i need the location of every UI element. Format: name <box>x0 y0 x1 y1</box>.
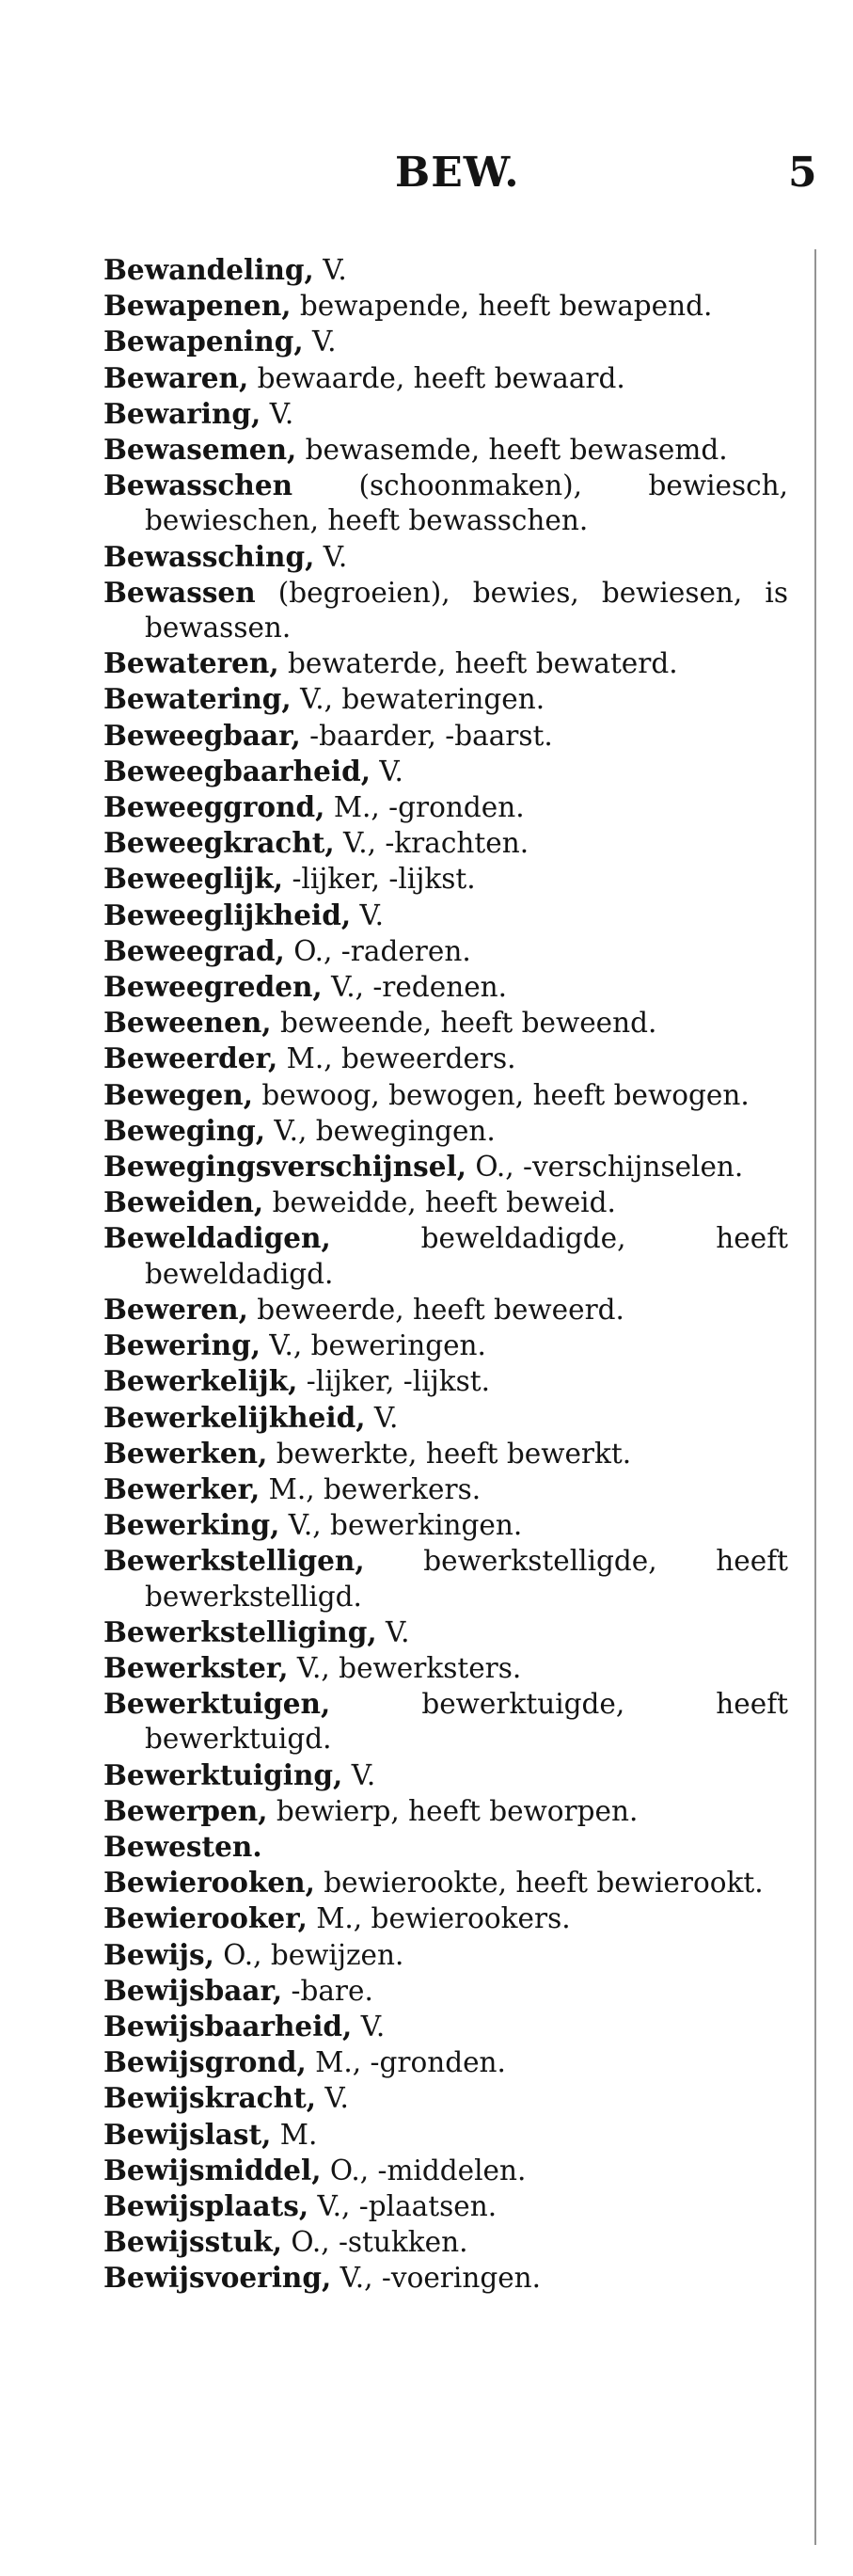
dictionary-entry <box>103 1077 788 1113</box>
dictionary-entry <box>103 681 788 717</box>
dictionary-entry <box>103 861 788 897</box>
entry-definition: V. <box>316 2082 349 2115</box>
dictionary-entry <box>103 2009 788 2044</box>
dictionary-entry <box>103 645 788 681</box>
dictionary-entry <box>103 1900 788 1936</box>
entry-definition: V., -redenen. <box>322 971 508 1004</box>
entry-headword: Bewapening, <box>103 325 304 358</box>
entry-definition: M., bewerkers. <box>260 1472 482 1505</box>
dictionary-entry <box>103 1363 788 1399</box>
entry-headword: Bewerkelijk, <box>103 1364 298 1398</box>
dictionary-entry <box>103 2260 788 2296</box>
entry-headword: Beweldadigen, <box>103 1221 331 1255</box>
dictionary-entry <box>103 432 788 468</box>
entry-headword: Bewerpen, <box>103 1793 268 1827</box>
dictionary-entry <box>103 1757 788 1793</box>
entry-definition: beweende, heeft beweend. <box>271 1007 657 1040</box>
entry-headword: Bewerkstelliging, <box>103 1614 377 1648</box>
entry-definition: -lijker, -lijkst. <box>283 863 476 896</box>
entry-definition: M., -gronden. <box>306 2046 506 2079</box>
entry-definition: bewoog, bewogen, heeft bewogen. <box>252 1078 750 1111</box>
entry-definition: V., -voeringen. <box>331 2262 542 2295</box>
entry-headword: Bewijsstuk, <box>103 2225 282 2259</box>
entry-headword: Bewijsbaar, <box>103 1973 283 2007</box>
entry-headword: Beweging, <box>103 1113 266 1147</box>
dictionary-entry <box>103 539 788 575</box>
entry-definition: bewasemde, heeft bewasemd. <box>296 434 728 467</box>
dictionary-entry <box>103 969 788 1005</box>
entry-headword: Bewerking, <box>103 1508 280 1542</box>
entry-definition: bewapende, heeft bewapend. <box>291 290 713 323</box>
entry-headword: Bewijskracht, <box>103 2081 316 2115</box>
entry-headword: Beweegkracht, <box>103 826 335 860</box>
entry-headword: Bewerktuiging, <box>103 1757 343 1791</box>
page-number: 5 <box>788 149 817 197</box>
entry-headword: Bewesten. <box>103 1829 262 1863</box>
entry-headword: Bewasemen, <box>103 433 297 467</box>
dictionary-entry <box>103 1829 788 1865</box>
dictionary-entry <box>103 2117 788 2153</box>
entry-definition: M., -gronden. <box>324 791 525 824</box>
entry-headword: Bewerker, <box>103 1471 261 1505</box>
entry-definition: beweerde, heeft beweerd. <box>247 1293 624 1326</box>
entry-definition: O., -raderen. <box>284 934 471 967</box>
dictionary-entry <box>103 789 788 825</box>
entry-definition: V. <box>261 397 294 430</box>
dictionary-entry <box>103 1400 788 1436</box>
dictionary-entry <box>103 933 788 969</box>
entry-headword: Bewapenen, <box>103 289 292 323</box>
entry-definition: -baarder, -baarst. <box>300 719 553 752</box>
dictionary-entry <box>103 2080 788 2116</box>
entry-definition: bewierp, heeft beworpen. <box>267 1794 639 1827</box>
entry-headword: Beweegbaarheid, <box>103 754 371 787</box>
margin-rule <box>814 249 816 2545</box>
entry-definition: O., bewijzen. <box>213 1938 404 1971</box>
page-header <box>0 141 853 216</box>
dictionary-entry <box>103 1650 788 1686</box>
entry-headword: Bewierooker, <box>103 1901 308 1935</box>
entry-headword: Beweeggrond, <box>103 790 325 824</box>
entry-headword: Beweegreden, <box>103 970 323 1004</box>
dictionary-entry <box>103 1041 788 1076</box>
dictionary-entry <box>103 1185 788 1220</box>
entry-headword: Bewaring, <box>103 396 261 430</box>
dictionary-entry-list <box>103 252 788 2297</box>
entry-headword: Bewerkster, <box>103 1650 289 1684</box>
entry-definition: M. <box>271 2118 318 2151</box>
entry-definition: V., bewateringen. <box>291 683 545 716</box>
entry-definition: V., bewegingen. <box>265 1114 496 1147</box>
entry-headword: Bewaren, <box>103 360 249 394</box>
entry-definition: V. <box>342 1758 376 1791</box>
dictionary-entry <box>103 1005 788 1041</box>
entry-headword: Bewering, <box>103 1328 261 1362</box>
entry-headword: Bewijsvoering, <box>103 2261 332 2295</box>
entry-headword: Bewatering, <box>103 682 292 716</box>
entry-headword: Bewandeling, <box>103 253 314 286</box>
entry-definition: -bare. <box>282 1974 373 2007</box>
dictionary-entry <box>103 1507 788 1543</box>
entry-headword: Beweiden, <box>103 1185 264 1219</box>
entry-definition: bewaterde, heeft bewaterd. <box>278 647 678 680</box>
entry-headword: Bewerkelijkheid, <box>103 1400 366 1434</box>
entry-definition: V. <box>314 540 348 573</box>
entry-headword: Bewegingsverschijnsel, <box>103 1150 467 1184</box>
entry-headword: Bewerkstelligen, <box>103 1544 365 1578</box>
entry-headword: Bewijsmiddel, <box>103 2153 322 2186</box>
dictionary-entry <box>103 1220 788 1291</box>
entry-headword: Bewassen <box>103 575 256 609</box>
dictionary-entry <box>103 1113 788 1149</box>
entry-definition: O., -middelen. <box>321 2154 527 2186</box>
entry-headword: Bewijsplaats, <box>103 2188 309 2222</box>
dictionary-entry <box>103 1328 788 1363</box>
entry-headword: Bewegen, <box>103 1077 253 1111</box>
entry-definition: V. <box>303 326 337 358</box>
entry-definition: bewaarde, heeft bewaard. <box>248 361 625 394</box>
entry-definition: beweidde, heeft beweid. <box>263 1186 616 1219</box>
dictionary-entry <box>103 1686 788 1757</box>
entry-headword: Bewateren, <box>103 646 279 680</box>
entry-definition: bewerkstelligde, heeft bewerkstelligd. <box>145 1545 788 1613</box>
dictionary-entry <box>103 1471 788 1507</box>
entry-headword: Beweegrad, <box>103 933 285 967</box>
dictionary-entry <box>103 718 788 754</box>
entry-definition: V., bewerkingen. <box>279 1509 523 1542</box>
entry-definition: V. <box>313 254 347 286</box>
entry-headword: Bewijslast, <box>103 2117 272 2151</box>
dictionary-entry <box>103 1292 788 1328</box>
dictionary-entry <box>103 825 788 861</box>
dictionary-entry <box>103 468 788 538</box>
dictionary-entry <box>103 1937 788 1973</box>
dictionary-entry <box>103 1543 788 1614</box>
entry-definition: O., -stukken. <box>281 2226 468 2259</box>
dictionary-entry <box>103 2224 788 2260</box>
entry-headword: Beweerder, <box>103 1042 278 1075</box>
entry-definition: -lijker, -lijkst. <box>297 1365 490 1398</box>
dictionary-entry <box>103 324 788 359</box>
entry-headword: Bewerktuigen, <box>103 1687 331 1721</box>
entry-definition: V. <box>365 1401 399 1434</box>
entry-headword: Bewerken, <box>103 1436 268 1470</box>
running-head: BEW. <box>395 149 520 197</box>
entry-headword: Beweegbaar, <box>103 718 301 752</box>
entry-definition: O., -verschijnselen. <box>466 1151 744 1184</box>
dictionary-entry <box>103 288 788 324</box>
entry-definition: V., -plaatsen. <box>308 2189 498 2222</box>
entry-headword: Bewassching, <box>103 539 315 573</box>
entry-headword: Bewijs, <box>103 1937 214 1971</box>
entry-definition: M., beweerders. <box>277 1042 516 1075</box>
entry-definition: M., bewierookers. <box>307 1902 571 1935</box>
dictionary-entry <box>103 396 788 432</box>
dictionary-entry <box>103 1793 788 1829</box>
entry-definition: bewierookte, heeft bewierookt. <box>314 1867 764 1900</box>
dictionary-entry <box>103 2044 788 2080</box>
entry-definition: V. <box>376 1615 410 1648</box>
entry-definition: V. <box>351 898 385 931</box>
entry-definition: (schoonmaken), bewiesch, bewieschen, heeft bewasschen. <box>145 469 788 537</box>
entry-headword: Beweenen, <box>103 1006 272 1040</box>
entry-headword: Bewijsgrond, <box>103 2045 307 2079</box>
entry-headword: Beweeglijk, <box>103 862 284 896</box>
dictionary-entry <box>103 2188 788 2224</box>
dictionary-entry <box>103 1614 788 1650</box>
entry-definition: bewerkte, heeft bewerkt. <box>267 1437 632 1470</box>
entry-definition: beweldadigde, heeft beweldadigd. <box>145 1222 788 1290</box>
entry-headword: Bewasschen <box>103 469 293 502</box>
entry-definition: V., beweringen. <box>260 1329 486 1362</box>
dictionary-entry <box>103 898 788 933</box>
dictionary-entry <box>103 1865 788 1900</box>
entry-headword: Beweren, <box>103 1292 248 1326</box>
entry-definition: V. <box>352 2010 386 2043</box>
dictionary-entry <box>103 1149 788 1185</box>
entry-definition: V. <box>370 755 403 787</box>
dictionary-entry <box>103 1973 788 2009</box>
entry-definition: V., -krachten. <box>334 827 529 860</box>
dictionary-entry <box>103 575 788 645</box>
dictionary-entry <box>103 754 788 789</box>
entry-definition: bewerktuigde, heeft bewerktuigd. <box>145 1688 788 1756</box>
entry-headword: Bewierooken, <box>103 1866 315 1900</box>
dictionary-entry <box>103 252 788 288</box>
entry-headword: Beweeglijkheid, <box>103 898 352 931</box>
dictionary-entry <box>103 360 788 396</box>
entry-definition: (begroeien), bewies, bewiesen, is bewassen. <box>145 576 788 644</box>
entry-definition: V., bewerksters. <box>288 1651 522 1684</box>
dictionary-entry <box>103 2153 788 2188</box>
dictionary-entry <box>103 1436 788 1471</box>
entry-headword: Bewijsbaarheid, <box>103 2009 353 2043</box>
